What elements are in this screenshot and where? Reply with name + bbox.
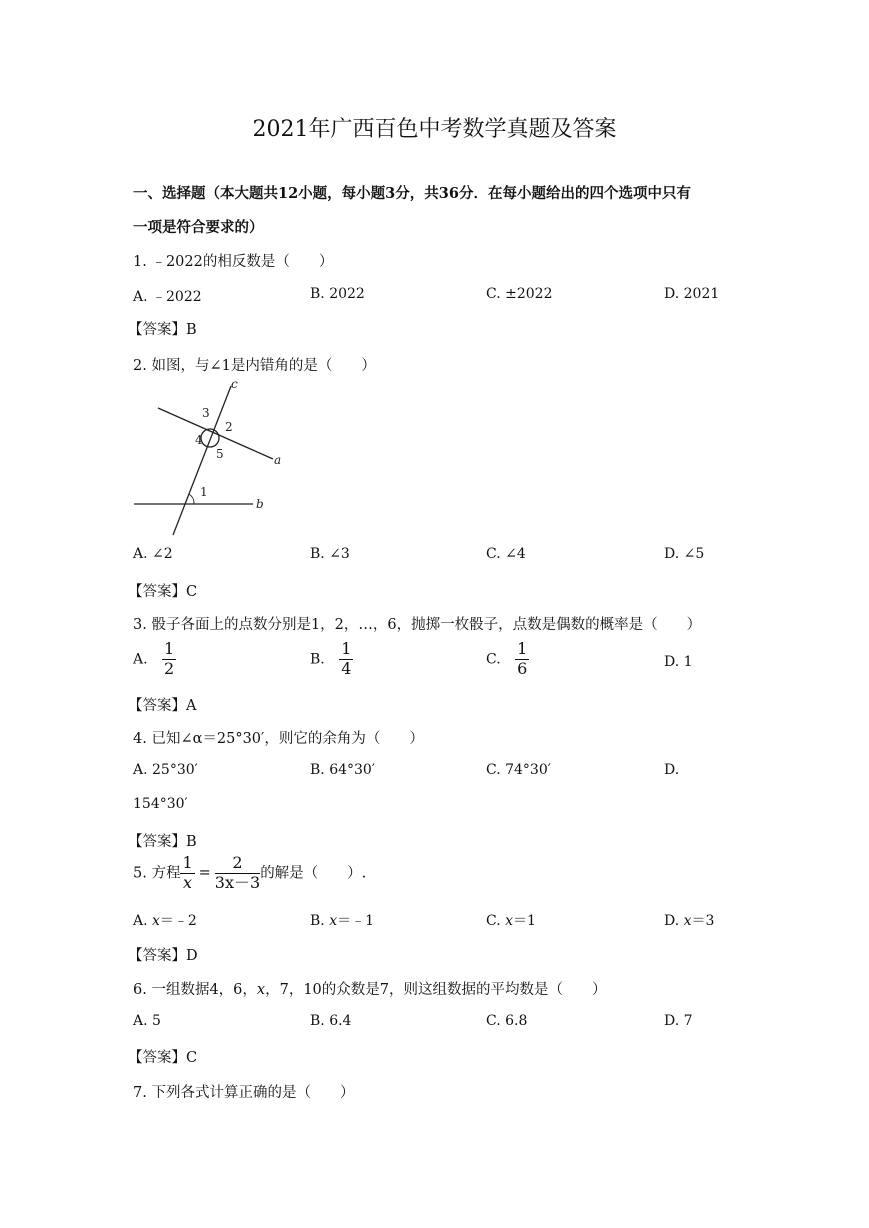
fraction-numerator: 1 — [341, 639, 352, 658]
q4-option-a: A. 25°30′ — [133, 762, 198, 778]
q5-option-d — [664, 910, 714, 930]
label-c: c — [231, 377, 238, 391]
q3-option-a — [133, 641, 176, 678]
q1-option-a: A. ﹣2022 — [133, 289, 202, 305]
q3-option-d — [664, 654, 693, 670]
q6-option-b: B. 6.4 — [310, 1013, 352, 1029]
q4-option-b: B. 64°30′ — [310, 762, 375, 778]
q4-option-c: C. 74°30′ — [486, 762, 551, 778]
option-variable: x — [683, 913, 692, 929]
section-heading-line2: 一项是符合要求的） — [133, 219, 264, 236]
q1-option-c: C. ±2022 — [486, 286, 553, 302]
label-4: 4 — [195, 433, 203, 447]
q6-stem — [133, 978, 607, 999]
q5-option-a — [133, 910, 197, 930]
option-letter: B. — [310, 913, 325, 929]
label-2: 2 — [225, 420, 233, 434]
q6-stem-part2: ，7，10的众数是7，则这组数据的平均数是（ ） — [265, 982, 607, 998]
label-1: 1 — [200, 485, 208, 499]
q2-option-c: C. ∠4 — [486, 546, 526, 562]
label-a: a — [274, 453, 282, 467]
section-heading-line1: 一、选择题（本大题共12小题，每小题3分，共36分．在每小题给出的四个选项中只有 — [133, 185, 691, 202]
q6-option-d: D. 7 — [664, 1013, 693, 1029]
q2-option-d: D. ∠5 — [664, 546, 705, 562]
fraction — [339, 641, 353, 678]
fraction-numerator: 1 — [164, 639, 175, 658]
q4-stem: 4. 已知∠α＝25°30′，则它的余角为（ ） — [133, 731, 424, 747]
q1-answer: 【答案】B — [128, 322, 197, 338]
label-3: 3 — [202, 406, 210, 420]
q5-stem — [133, 855, 366, 892]
q2-option-b: B. ∠3 — [310, 546, 350, 562]
fraction-lhs — [180, 855, 194, 892]
option-value: ＝﹣2 — [159, 913, 197, 929]
q2-option-a: A. ∠2 — [133, 546, 173, 562]
q5-option-b — [310, 910, 374, 930]
q7-stem: 7. 下列各式计算正确的是（ ） — [133, 1085, 355, 1101]
fraction-numerator: 2 — [215, 855, 260, 874]
angle-1-arc — [189, 494, 194, 504]
fraction-denominator: 3x－3 — [214, 872, 261, 892]
option-variable: x — [152, 913, 160, 929]
label-b: b — [256, 497, 264, 511]
fraction-denominator: 6 — [517, 658, 528, 678]
q3-option-b — [310, 641, 353, 678]
option-letter: D. — [664, 913, 680, 929]
fraction-denominator: 2 — [164, 658, 175, 678]
page-title: 2021年广西百色中考数学真题及答案 — [252, 117, 617, 142]
q1-stem: 1. ﹣2022的相反数是（ ） — [133, 254, 334, 270]
q3-option-c — [486, 641, 529, 678]
fraction — [515, 641, 529, 678]
q3-option-d-letter: D. — [664, 654, 680, 670]
fraction-numerator: 1 — [517, 639, 528, 658]
q5-stem-prefix: 5. 方程 — [133, 865, 181, 882]
q6-stem-variable: x — [256, 982, 266, 998]
q3-option-a-letter: A. — [133, 651, 148, 668]
q3-option-b-letter: B. — [310, 651, 325, 668]
fraction-denominator: x — [183, 872, 193, 892]
q6-stem-part1: 6. 一组数据4，6， — [133, 982, 257, 998]
q6-option-c: C. 6.8 — [486, 1013, 528, 1029]
label-5: 5 — [216, 447, 224, 461]
q2-answer: 【答案】C — [128, 584, 198, 600]
equals-sign: = — [198, 865, 211, 882]
q5-stem-suffix: 的解是（ ）. — [260, 865, 367, 882]
option-value: ＝1 — [513, 913, 536, 929]
option-value: ＝﹣1 — [337, 913, 375, 929]
option-variable: x — [505, 913, 514, 929]
option-letter: A. — [133, 913, 148, 929]
q5-answer: 【答案】D — [128, 948, 198, 964]
q3-option-c-letter: C. — [486, 651, 501, 668]
option-letter: C. — [486, 913, 501, 929]
q3-answer: 【答案】A — [128, 698, 197, 714]
q2-stem: 2. 如图，与∠1是内错角的是（ ） — [133, 358, 376, 374]
option-variable: x — [329, 913, 338, 929]
q1-option-d: D. 2021 — [664, 286, 720, 302]
q3-option-d-value: 1 — [683, 654, 693, 670]
q6-answer: 【答案】C — [128, 1050, 198, 1066]
q4-option-d-value: 154°30′ — [133, 796, 188, 812]
fraction — [162, 641, 176, 678]
q3-stem: 3. 骰子各面上的点数分别是1，2，…，6，抛掷一枚骰子，点数是偶数的概率是（ ） — [133, 617, 702, 633]
q4-option-d: D. — [664, 762, 680, 778]
angle-figure — [128, 375, 282, 540]
q1-option-b: B. 2022 — [310, 286, 365, 302]
q4-answer: 【答案】B — [128, 834, 197, 850]
fraction-denominator: 4 — [341, 658, 352, 678]
fraction-numerator: 1 — [182, 853, 193, 872]
q6-option-a: A. 5 — [133, 1013, 161, 1029]
fraction-rhs — [215, 855, 260, 892]
option-value: ＝3 — [691, 913, 715, 929]
q5-option-c — [486, 910, 536, 930]
